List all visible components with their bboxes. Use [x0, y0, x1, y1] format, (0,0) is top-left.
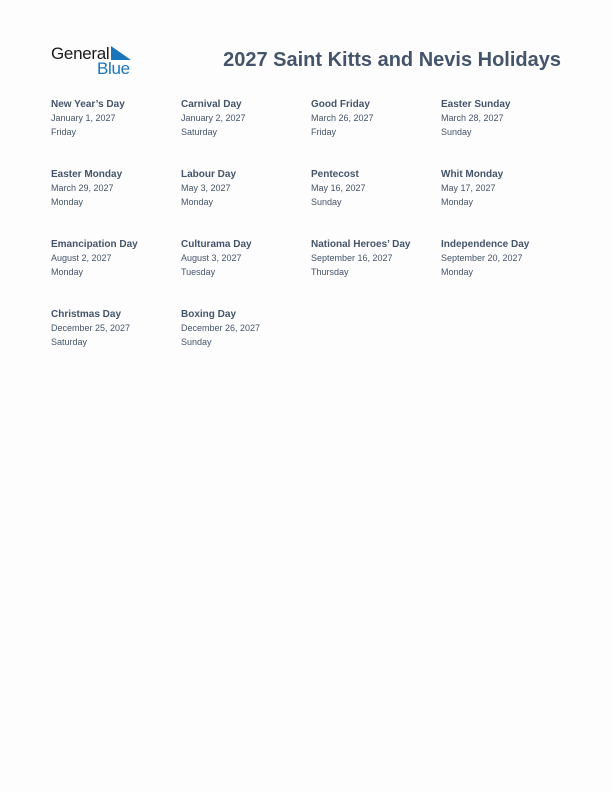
holiday-entry [311, 168, 439, 209]
holiday-date: January 1, 2027 [51, 113, 116, 123]
holiday-name: Emancipation Day [51, 239, 138, 250]
holiday-entry [441, 98, 569, 139]
holiday-entry [311, 98, 439, 139]
holiday-date: September 20, 2027 [441, 253, 523, 263]
holiday-date: December 26, 2027 [181, 323, 261, 333]
holiday-name: Labour Day [181, 169, 237, 180]
holiday-weekday: Sunday [181, 336, 212, 347]
holiday-name: Whit Monday [441, 169, 504, 180]
holiday-entry [51, 238, 179, 279]
holiday-name: New Year’s Day [51, 99, 125, 110]
holiday-date: May 16, 2027 [311, 183, 366, 193]
holiday-weekday: Monday [181, 196, 214, 207]
holiday-name: Good Friday [311, 99, 370, 110]
holiday-entry [51, 98, 179, 139]
holiday-date: March 29, 2027 [51, 183, 114, 193]
holiday-entry [181, 238, 309, 279]
holiday-entry [441, 238, 569, 279]
holiday-entry [181, 168, 309, 209]
holiday-entry [51, 168, 179, 209]
holiday-name: Carnival Day [181, 99, 242, 110]
logo-triangle-icon [111, 46, 131, 60]
holiday-date: May 17, 2027 [441, 183, 496, 193]
holiday-weekday: Monday [51, 196, 84, 207]
holiday-entry [181, 98, 309, 139]
holiday-date: August 3, 2027 [181, 253, 242, 263]
holiday-name: Boxing Day [181, 309, 237, 320]
holiday-weekday: Saturday [181, 126, 218, 137]
holiday-date: March 28, 2027 [441, 113, 504, 123]
holiday-weekday: Thursday [311, 266, 349, 277]
holiday-entry [311, 238, 439, 279]
holiday-weekday: Friday [311, 126, 337, 137]
logo-word-general: General [51, 44, 110, 63]
holiday-name: Easter Sunday [441, 99, 511, 110]
holiday-entry [51, 308, 179, 349]
holiday-date: December 25, 2027 [51, 323, 131, 333]
holiday-weekday: Friday [51, 126, 77, 137]
holiday-name: Christmas Day [51, 309, 122, 320]
holiday-weekday: Sunday [311, 196, 342, 207]
generalblue-logo [51, 44, 133, 78]
holiday-name: Pentecost [311, 169, 359, 180]
holiday-name: Culturama Day [181, 239, 252, 250]
holiday-date: March 26, 2027 [311, 113, 374, 123]
holiday-weekday: Monday [441, 196, 474, 207]
holiday-name: Independence Day [441, 239, 530, 250]
holiday-weekday: Saturday [51, 336, 88, 347]
logo-word-blue: Blue [97, 59, 130, 78]
holiday-name: National Heroes’ Day [311, 239, 411, 250]
holiday-weekday: Tuesday [181, 266, 216, 277]
holiday-date: January 2, 2027 [181, 113, 246, 123]
holiday-date: August 2, 2027 [51, 253, 112, 263]
holiday-weekday: Monday [51, 266, 84, 277]
page-title: 2027 Saint Kitts and Nevis Holidays [223, 49, 561, 71]
holiday-weekday: Monday [441, 266, 474, 277]
holiday-date: May 3, 2027 [181, 183, 231, 193]
holiday-date: September 16, 2027 [311, 253, 393, 263]
holiday-entry [181, 308, 309, 349]
holiday-entry [441, 168, 569, 209]
holiday-name: Easter Monday [51, 169, 123, 180]
holiday-weekday: Sunday [441, 126, 472, 137]
